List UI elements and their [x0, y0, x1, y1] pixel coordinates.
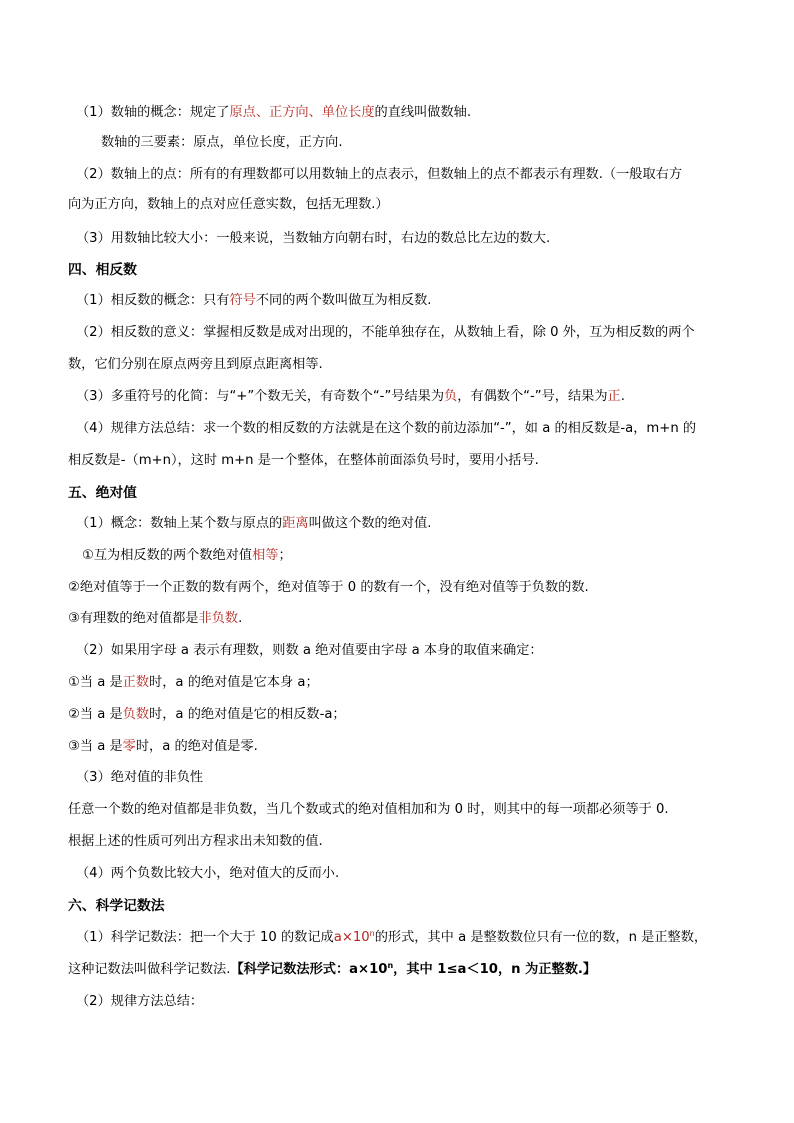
highlight-origin: 原点 — [229, 105, 256, 120]
highlight-negative-number: 负数 — [122, 707, 150, 722]
text: 【科学记数法形式：a×10 — [230, 962, 388, 977]
s6-line-1 — [76, 929, 707, 947]
s5-line-6 — [68, 674, 319, 692]
s4-line-3: 数，它们分别在原点两旁且到原点距离相等. — [68, 357, 323, 372]
section-heading-absolute-value: 五、绝对值 — [68, 485, 137, 501]
bold-sci-summary — [230, 962, 596, 977]
text: （1）相反数的概念：只有 — [76, 293, 230, 308]
s6-line-2 — [68, 961, 596, 979]
highlight-distance: 距离 — [282, 516, 309, 531]
text: 叫做这个数的绝对值. — [308, 516, 432, 531]
exponent: n — [369, 929, 375, 938]
highlight-zero: 零 — [122, 739, 136, 754]
highlight-negative: 负 — [444, 389, 458, 404]
s5-line-1 — [76, 515, 431, 533]
text: 不同的两个数叫做互为相反数. — [255, 293, 432, 308]
highlight-equal: 相等 — [252, 548, 279, 563]
text: . — [238, 611, 243, 626]
highlight-non-negative: 非负数 — [198, 611, 239, 626]
text: ，有偶数个“-”号，结果为 — [457, 389, 608, 404]
s3-line-1 — [76, 104, 471, 122]
text: ①互为相反数的两个数绝对值 — [82, 548, 253, 563]
highlight-sci-form — [334, 930, 375, 945]
s4-line-1 — [76, 292, 431, 310]
s4-line-5: （4）规律方法总结：求一个数的相反数的方法就是在这个数的前边添加“-”，如 a 的相反数是-a，m+n 的 — [76, 421, 697, 436]
section-heading-scientific-notation: 六、科学记数法 — [68, 898, 165, 914]
s5-line-7 — [68, 706, 346, 724]
highlight-sep: 、 — [308, 105, 322, 120]
text: a×10 — [333, 930, 370, 945]
s4-line-6: 相反数是-（m+n），这时 m+n 是一个整体，在整体前面添负号时，要用小括号. — [68, 453, 539, 468]
highlight-positive: 正 — [607, 389, 621, 404]
text: ③有理数的绝对值都是 — [68, 611, 199, 626]
s5-line-12: （4）两个负数比较大小，绝对值大的反而小. — [76, 866, 340, 881]
text: 这种记数法叫做科学记数法. — [68, 962, 231, 977]
s3-line-4: 向为正方向，数轴上的点对应任意实数，包括无理数.） — [68, 197, 389, 212]
text: ②当 a 是 — [68, 707, 123, 722]
text: （3）多重符号的化简：与“+”个数无关，有奇数个“-”号结果为 — [76, 389, 445, 404]
highlight-sep: 、 — [255, 105, 270, 120]
text: 时，a 的绝对值是它的相反数-a； — [149, 707, 346, 722]
text: 的形式，其中 a 是整数数位只有一位的数，n 是正整数， — [374, 930, 708, 945]
s5-line-3: ②绝对值等于一个正数的数有两个，绝对值等于 0 的数有一个，没有绝对值等于负数的数. — [68, 580, 589, 595]
highlight-positive-direction: 正方向 — [269, 105, 309, 120]
s5-line-8 — [68, 738, 258, 756]
s3-line-2: 数轴的三要素：原点，单位长度，正方向. — [101, 135, 343, 150]
s4-line-2: （2）相反数的意义：掌握相反数是成对出现的，不能单独存在，从数轴上看，除 0 外，互为相反数的两个 — [76, 325, 695, 340]
text: . — [620, 389, 625, 404]
s5-line-9: （3）绝对值的非负性 — [76, 770, 204, 785]
s4-line-4 — [76, 388, 625, 406]
text: （1）概念：数轴上某个数与原点的 — [76, 516, 283, 531]
s5-line-5: （2）如果用字母 a 表示有理数，则数 a 绝对值要由字母 a 本身的取值来确定： — [76, 643, 543, 658]
s3-line-3: （2）数轴上的点：所有的有理数都可以用数轴上的点表示，但数轴上的点不都表示有理数.（一般取右方 — [76, 167, 683, 182]
s6-line-3: （2）规律方法总结： — [76, 994, 204, 1009]
s5-line-10: 任意一个数的绝对值都是非负数，当几个数或式的绝对值相加和为 0 时，则其中的每一项都必须等于 0. — [68, 802, 669, 817]
text: 时，a 的绝对值是零. — [135, 739, 258, 754]
highlight-positive-number: 正数 — [122, 675, 150, 690]
highlight-unit-length: 单位长度 — [321, 105, 375, 120]
text: ③当 a 是 — [68, 739, 123, 754]
text: ； — [278, 548, 292, 563]
s5-line-2 — [82, 547, 292, 565]
section-heading-opposite-numbers: 四、相反数 — [68, 262, 137, 278]
text: 时，a 的绝对值是它本身 a； — [149, 675, 319, 690]
s5-line-4 — [68, 610, 242, 628]
text: （1）数轴的概念：规定了 — [76, 105, 230, 120]
text: 的直线叫做数轴. — [374, 105, 472, 120]
highlight-sign: 符号 — [229, 293, 256, 308]
text: ，其中 1≤a＜10，n 为正整数.】 — [393, 962, 597, 977]
s3-line-5: （3）用数轴比较大小：一般来说，当数轴方向朝右时，右边的数总比左边的数大. — [76, 231, 551, 246]
s5-line-11: 根据上述的性质可列出方程求出未知数的值. — [68, 834, 323, 849]
exponent: n — [387, 961, 394, 970]
text: ①当 a 是 — [68, 675, 123, 690]
text: （1）科学记数法：把一个大于 10 的数记成 — [76, 930, 334, 945]
